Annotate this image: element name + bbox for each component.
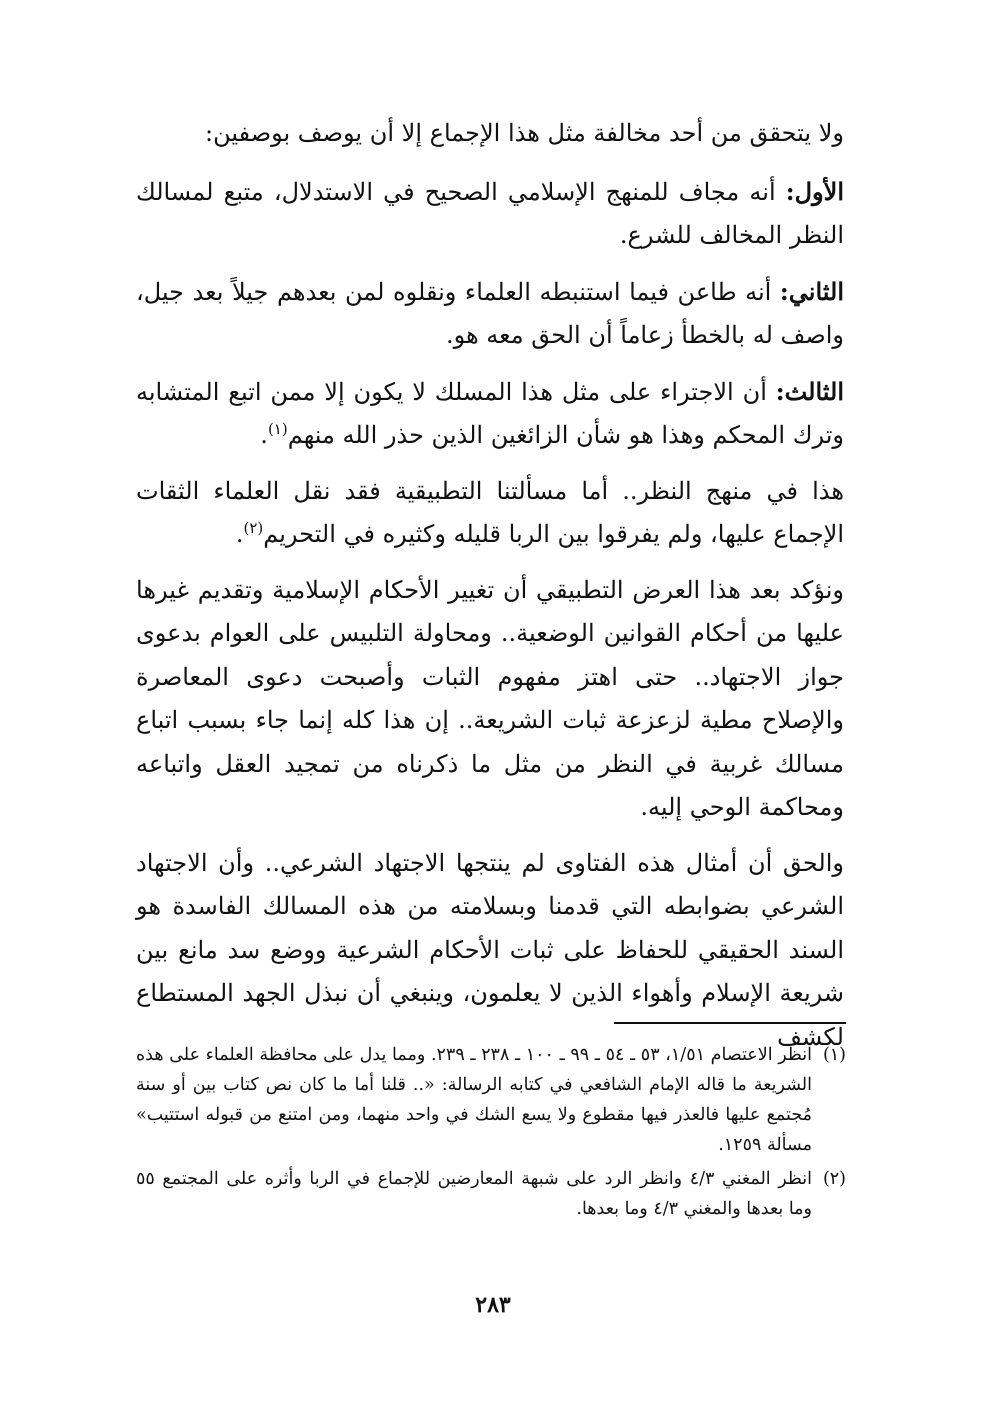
paragraph-emphasis	[136, 569, 844, 830]
footnote-ref-1[interactable]: (١)	[267, 420, 288, 438]
paragraph-application-text: هذا في منهج النظر.. أما مسألتنا التطبيقية فقد نقل العلماء الثقات الإجماع عليها، ولم يفرقوا بين الربا قليله وكثيره في التحريم	[136, 476, 844, 548]
paragraph-intro	[136, 112, 844, 156]
page-number: ٢٨٣	[475, 1292, 511, 1318]
paragraph-first	[136, 170, 844, 258]
paragraph-second-lead: الثاني:	[779, 276, 844, 306]
paragraph-emphasis-text: ونؤكد بعد هذا العرض التطبيقي أن تغيير الأحكام الإسلامية وتقديم غيرها عليها من أحكام القوانين الوضعية.. ومحاولة التلبيس على العوام بدعوى جواز الاجتهاد.. حتى اهتز مفهوم الثبات وأصبحت دعوى المعاصرة والإصلاح مطية لزعزعة ثبات الشريعة.. إن هذا كله إنما جاء بسبب اتباع مسالك غربية في النظر من مثل ما ذكرناه من تمجيد العقل واتباعه ومحاكمة الوحي إليه.	[136, 575, 844, 821]
paragraph-second	[136, 270, 844, 358]
footnote-2	[136, 1164, 846, 1224]
paragraph-first-lead: الأول:	[785, 176, 844, 206]
footnote-2-text: انظر المغني ٤/٣ وانظر الرد على شبهة المعارضين للإجماع في الربا وأثره على المجتمع ٥٥ وما بعدها والمغني ٤/٣ وما بعدها.	[136, 1169, 812, 1219]
footnote-ref-2[interactable]: (٢)	[243, 519, 264, 537]
paragraph-third	[136, 370, 844, 458]
paragraph-application	[136, 470, 844, 557]
footnote-divider	[614, 1022, 846, 1024]
paragraph-conclusion	[136, 842, 844, 1060]
paragraph-second-text: أنه طاعن فيما استنبطه العلماء ونقلوه لمن بعدهم جيلاً بعد جيل، واصف له بالخطأ زعاماً أن الحق معه هو.	[136, 277, 844, 349]
footnote-1-number: (١)	[822, 1045, 846, 1065]
footnote-1-text: انظر الاعتصام ١/٥١، ٥٣ ـ ٥٤ ـ ٩٩ ـ ١٠٠ ـ ٢٣٨ ـ ٢٣٩. ومما يدل على محافظة العلماء على هذه الشريعة ما قاله الإمام الشافعي في كتابه الرسالة: «.. قلنا أما ما كان نص كتاب بين أو سنة مُجتمع عليها فالعذر فيها مقطوع ولا يسع الشك في واحد منهما، ومن امتنع من قبوله استتيب» مسألة ١٢٥٩.	[136, 1045, 812, 1155]
paragraph-application-end: .	[235, 520, 244, 548]
footnote-1	[136, 1040, 846, 1160]
paragraph-third-text: أن الاجتراء على مثل هذا المسلك لا يكون إلا ممن اتبع المتشابه وترك المحكم وهذا هو شأن الزائغين الذين حذر الله منهم	[136, 377, 844, 449]
footnotes	[136, 1040, 846, 1228]
paragraph-conclusion-text: والحق أن أمثال هذه الفتاوى لم ينتجها الاجتهاد الشرعي.. وأن الاجتهاد الشرعي بضوابطه التي قدمنا وبسلامته من هذه المسالك الفاسدة هو السند الحقيقي للحفاظ على ثبات الأحكام الشرعية ووضع سد مانع بين شريعة الإسلام وأهواء الذين لا يعلمون، وينبغي أن نبذل الجهد المستطاع لكشف	[136, 848, 844, 1051]
paragraph-first-text: أنه مجاف للمنهج الإسلامي الصحيح في الاستدلال، متبع لمسالك النظر المخالف للشرع.	[136, 177, 844, 249]
main-text	[136, 112, 844, 1071]
paragraph-third-lead: الثالث:	[775, 376, 844, 406]
paragraph-third-end: .	[260, 421, 268, 449]
footnote-2-number: (٢)	[822, 1169, 846, 1189]
paragraph-intro-text: ولا يتحقق من أحد مخالفة مثل هذا الإجماع إلا أن يوصف بوصفين:	[204, 119, 844, 147]
